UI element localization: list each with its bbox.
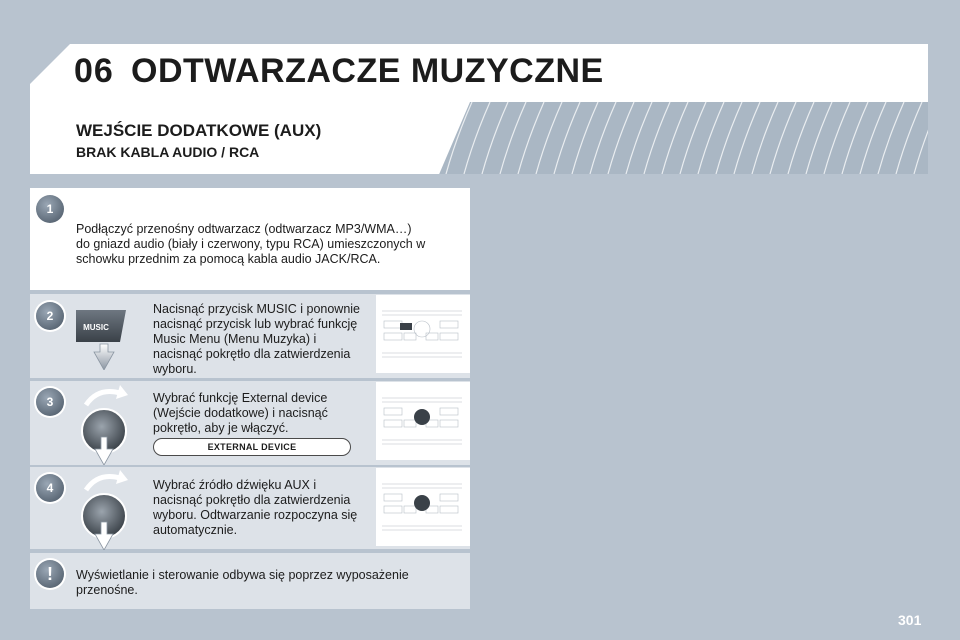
step-4-text: Wybrać źródło dźwięku AUX i nacisnąć pokrętło dla zatwierdzenia wyboru. Odtwarzanie rozpoczyna się automatycznie. xyxy=(153,478,358,537)
warning-icon: ! xyxy=(36,560,64,588)
step-3-badge: 3 xyxy=(36,388,64,416)
step-1-text: Podłączyć przenośny odtwarzacz (odtwarzacz MP3/WMA…) do gniazd audio (biały i czerwony, typu RCA) umieszczonych w schowku przednim za pomocą kabla audio JACK/RCA. xyxy=(76,222,426,266)
step-1-badge: 1 xyxy=(36,195,64,223)
rotate-arrow-icon-2 xyxy=(86,477,120,491)
rotate-arrow-icon xyxy=(86,392,120,406)
step-4-badge: 4 xyxy=(36,474,64,502)
rotary-knob-icon-2 xyxy=(76,468,132,550)
external-device-pill: EXTERNAL DEVICE xyxy=(153,438,351,456)
note-text: Wyświetlanie i sterowanie odbywa się poprzez wyposażenie przenośne. xyxy=(76,568,409,597)
page-number: 301 xyxy=(898,612,922,628)
music-button-icon xyxy=(76,308,132,370)
radio-unit-icon-3 xyxy=(380,476,464,538)
section-title: WEJŚCIE DODATKOWE (AUX) xyxy=(76,121,322,140)
step-2-text: Nacisnąć przycisk MUSIC i ponownie nacisnąć przycisk lub wybrać funkcję Music Menu (Menu Muzyka) i nacisnąć pokrętło dla zatwierdzenia wyboru. xyxy=(153,302,361,376)
rotary-knob-icon xyxy=(76,383,132,465)
radio-unit-icon-2 xyxy=(380,390,464,452)
step-3-text: Wybrać funkcję External device (Wejście dodatkowe) i nacisnąć pokrętło, aby je włączyć. xyxy=(153,391,328,435)
section-subtitle: BRAK KABLA AUDIO / RCA xyxy=(76,144,260,160)
step-2-badge: 2 xyxy=(36,302,64,330)
music-key-label: MUSIC xyxy=(83,323,109,332)
radio-unit-icon xyxy=(380,303,464,365)
chapter-title: ODTWARZACZE MUZYCZNE xyxy=(131,52,604,90)
chapter-number: 06 xyxy=(74,52,114,90)
